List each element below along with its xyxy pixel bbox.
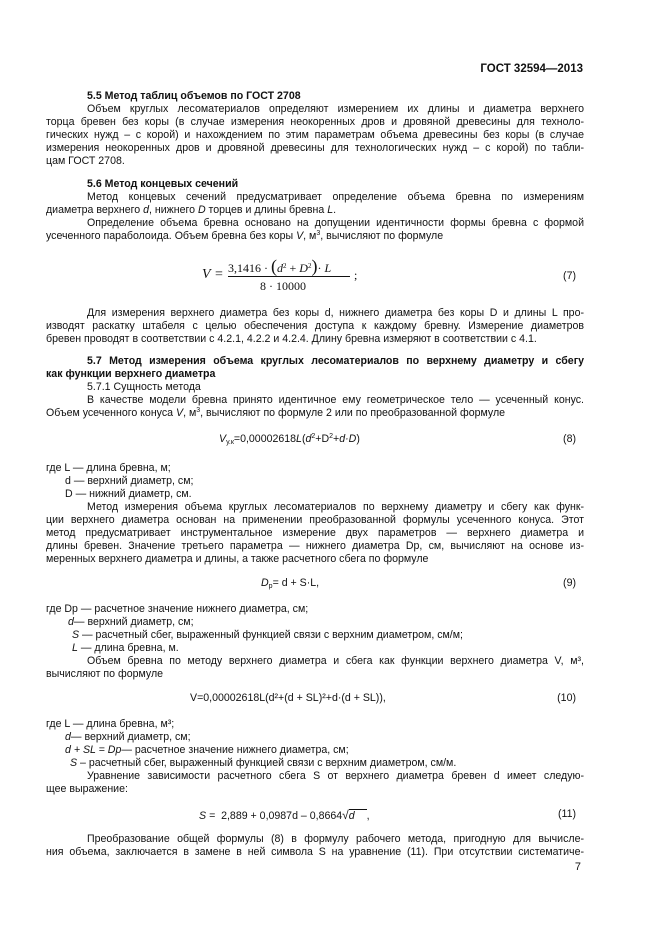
legend-line: d — верхний диаметр, см; <box>65 475 194 487</box>
paragraph-line: усеченного параболоида. Объем бревна без коры V, $м^3$, вычисляют по формуле <box>46 230 444 242</box>
paragraph-line: цам ГОСТ 2708. <box>46 155 125 167</box>
legend-line: d— верхний диаметр, см; <box>68 616 194 628</box>
paragraph-line: гических нужд – с корой) и нахождением по этим параметрам объема древесины без коры (в случае <box>46 129 584 141</box>
legend-line: S – расчетный сбег, выраженный функцией связи с верхним диаметром, см/м. <box>70 757 457 769</box>
paragraph-line: Определение объема бревна основано на допущении идентичности формы бревна с формой <box>87 217 584 229</box>
paragraph-line: диаметра верхнего d, нижнего D торцев и длины бревна L. <box>46 204 337 216</box>
paragraph-line: Уравнение зависимости расчетного сбега S от верхнего диаметра бревен d имеет следую- <box>87 770 584 782</box>
formula-7: V = $3,1416 \cdot (d^2 + D^2)\cdot L$ 8 · 10000 ; <box>202 256 358 293</box>
paragraph-line: вычисляют по формуле <box>46 668 164 680</box>
legend-line: D — нижний диаметр, см. <box>65 488 192 500</box>
formula-9: $D_p= d + S\cdot L$, <box>261 577 320 590</box>
paragraph-line: бревен проводят в соответствии с 4.2.1, 4.2.2 и 4.2.4. Длину бревна измеряют в соответствии с 4.1. <box>46 333 537 345</box>
paragraph-line: щее выражение: <box>46 783 128 795</box>
paragraph-line: В качестве модели бревна принято идентичное ему геометрическое тело — усеченный конус. <box>87 394 584 406</box>
legend-line: где Dp — расчетное значение нижнего диаметра, см; <box>46 603 309 615</box>
legend-line: d + SL = Dp— расчетное значение нижнего диаметра, см; <box>65 744 349 756</box>
legend-line: d— верхний диаметр, см; <box>65 731 191 743</box>
fraction-bar <box>228 276 350 277</box>
paragraph-line: Объем круглых лесоматериалов определяют измерением их длины и диаметра верхнего <box>87 103 584 115</box>
equation-number: (8) <box>563 433 576 445</box>
paragraph-line: Метод концевых сечений предусматривает определение объема бревна по измерениям <box>87 191 584 203</box>
equation-number: (7) <box>563 270 576 282</box>
standard-code: ГОСТ 32594—2013 <box>480 63 583 75</box>
legend-line: S — расчетный сбег, выраженный функцией связи с верхним диаметром, см/м; <box>72 629 463 641</box>
subsection-heading: 5.7.1 Сущность метода <box>87 381 201 393</box>
equation-number: (9) <box>563 577 576 589</box>
paragraph-line: Объем бревна по методу верхнего диаметра и сбега как функции верхнего диаметра V, м³, <box>87 655 584 667</box>
equation-number: (11) <box>557 808 576 820</box>
paragraph-line: метод предусматривает инструментальное измерение двух параметров — верхнего диаметра и <box>46 527 584 539</box>
section-heading-5-7: 5.7 Метод измерения объема круглых лесоматериалов по верхнему диаметру и сбегу <box>87 355 584 367</box>
formula-10: V=0,00002618L(d²+(d + SL)²+d·(d + SL)), <box>190 692 386 704</box>
legend-line: где L — длина бревна, м; <box>46 462 171 474</box>
legend-line: L — длина бревна, м. <box>72 642 179 654</box>
section-heading-5-5: 5.5 Метод таблиц объемов по ГОСТ 2708 <box>87 90 301 102</box>
formula-11: S = 2,889 + 0,0987d – 0,8664√d , <box>199 808 370 822</box>
equation-number: (10) <box>557 692 576 704</box>
sqrt-sign: √ <box>342 808 349 822</box>
paragraph-line: Для измерения верхнего диаметра без коры d, нижнего диаметра без коры D и длины L про- <box>87 307 584 319</box>
formula-8: $V_{у.к}=0,00002618L(d^2+D^2+d\cdot D)$ <box>219 433 360 446</box>
section-heading-5-7-cont: как функции верхнего диаметра <box>46 368 216 380</box>
paragraph-line: ции верхнего диаметра основан на применении преобразованной формулы усеченного конуса. Этот <box>46 514 584 526</box>
legend-line: где L — длина бревна, м³; <box>46 718 175 730</box>
paragraph-line: измерения неокоренных дров и дровяной древесины для технологических нужд – с корой) по табли- <box>46 142 584 154</box>
paragraph-line: ния объема, заключается в замене в ней символа S на уравнение (11). При отсутствии систематиче- <box>46 846 584 858</box>
paragraph-line: длины бревен. Значение третьего параметра — нижнего диаметра Dp, см, вычисляют на основе из- <box>46 540 584 552</box>
paragraph-line: торца бревен без коры (в случае измерения неокоренных дров и дровяной древесины для техноло- <box>46 116 584 128</box>
paragraph-line: Преобразование общей формулы (8) в формулу рабочего метода, пригодную для вычисле- <box>87 833 584 845</box>
paragraph-line: меренных верхнего диаметра и длины, а также расчетного сбега по формуле <box>46 553 429 565</box>
paragraph-line: Метод измерения объема круглых лесоматериалов по верхнему диаметру и сбегу как функ- <box>87 501 584 513</box>
paragraph-line: Объем усеченного конуса V, $м^3$, вычисляют по формуле 2 или по преобразованной формуле <box>46 407 506 419</box>
page-number: 7 <box>574 861 581 873</box>
paragraph-line: изводят раскатку штабеля с целью обеспечения доступа к каждому бревну. Измерение диаметров <box>46 320 584 332</box>
section-heading-5-6: 5.6 Метод концевых сечений <box>87 178 239 190</box>
